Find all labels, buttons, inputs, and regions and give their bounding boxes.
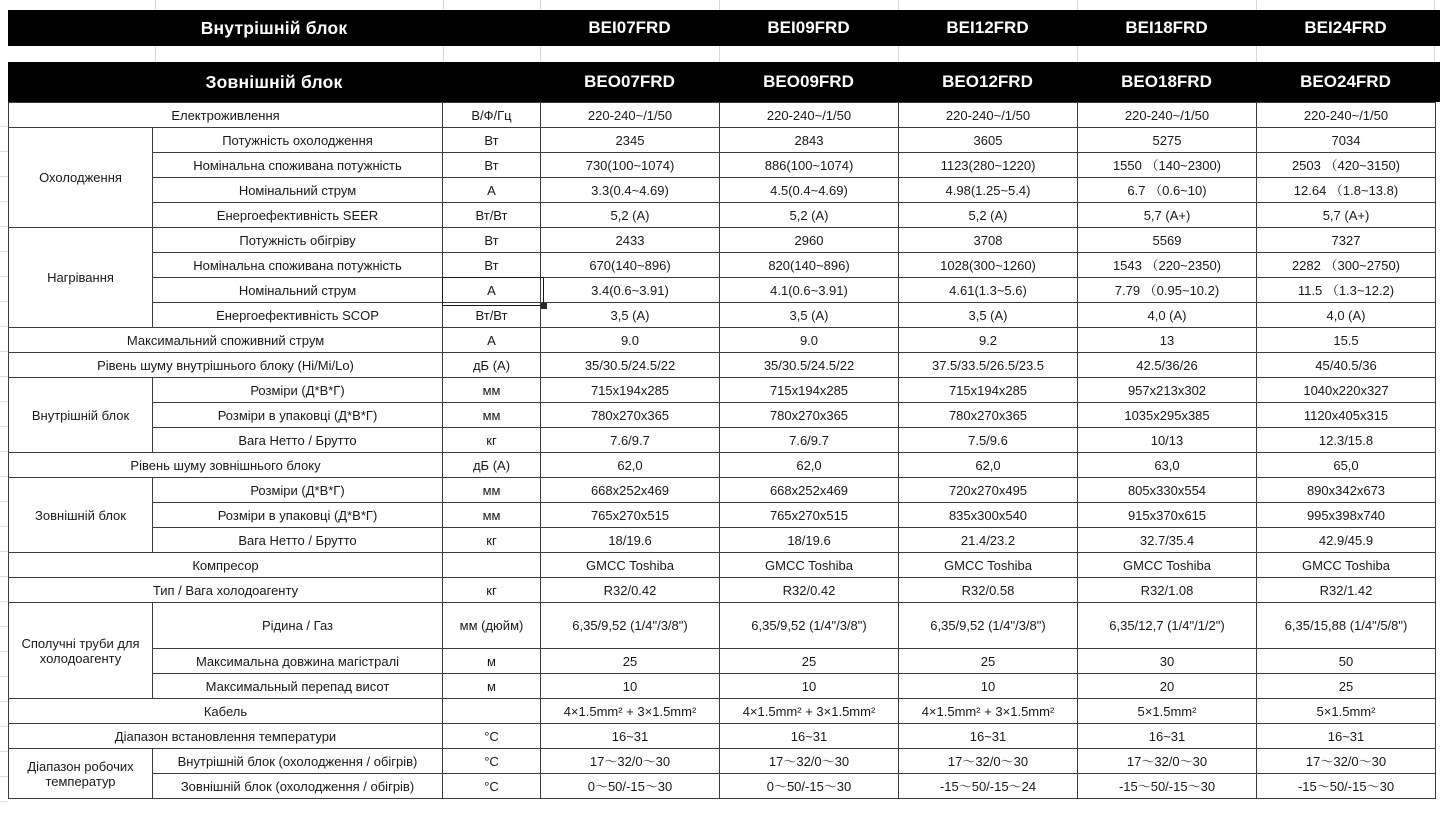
table-row [9, 724, 1436, 749]
model-header-BEO07FRD: BEO07FRD [584, 72, 675, 91]
spec-value-cell: 5,2 (A) [899, 203, 1078, 228]
table-row [9, 403, 1436, 428]
table-row [9, 749, 1436, 774]
spec-group-cell: Нагрівання [9, 228, 153, 328]
spec-sublabel-cell: Розміри в упаковці (Д*В*Г) [153, 403, 443, 428]
spec-value-cell: 50 [1257, 649, 1436, 674]
spec-value-cell: 13 [1078, 328, 1257, 353]
spec-value-cell: 25 [720, 649, 899, 674]
spec-value-cell: 0～50/-15～30 [541, 774, 720, 799]
spec-group-cell: Діапазон робочих температур [9, 749, 153, 799]
spec-value-cell: 715x194x285 [720, 378, 899, 403]
spec-value-cell: 3,5 (A) [899, 303, 1078, 328]
spec-value-cell: 16~31 [1257, 724, 1436, 749]
spec-label-cell: Тип / Вага холодоагенту [9, 578, 443, 603]
spec-unit-cell: дБ (А) [443, 453, 541, 478]
spec-value-cell: 1123(280~1220) [899, 153, 1078, 178]
outdoor-unit-header-label: Зовнішній блок [205, 71, 343, 92]
spec-value-cell: R32/1.42 [1257, 578, 1436, 603]
spec-unit-cell: °C [443, 749, 541, 774]
spec-value-cell: R32/0.58 [899, 578, 1078, 603]
spec-group-cell: Внутрішній блок [9, 378, 153, 453]
spec-unit-cell [443, 699, 541, 724]
spec-group-cell: Зовнішній блок [9, 478, 153, 553]
spec-unit-cell: м [443, 674, 541, 699]
spec-value-cell: 20 [1078, 674, 1257, 699]
spec-value-cell: 6,35/12,7 (1/4"/1/2") [1078, 603, 1257, 649]
spec-value-cell: 220-240~/1/50 [899, 103, 1078, 128]
spec-value-cell: 65,0 [1257, 453, 1436, 478]
spec-value-cell: 780x270x365 [541, 403, 720, 428]
spec-value-cell: 62,0 [541, 453, 720, 478]
model-header-BEI12FRD: BEI12FRD [946, 18, 1029, 37]
spec-sublabel-cell: Розміри (Д*В*Г) [153, 378, 443, 403]
spec-sublabel-cell: Рідина / Газ [153, 603, 443, 649]
spec-value-cell: 3,5 (A) [720, 303, 899, 328]
spec-unit-cell: Вт [443, 253, 541, 278]
spec-unit-cell: Вт/Вт [443, 303, 541, 328]
spec-sublabel-cell: Потужність охолодження [153, 128, 443, 153]
spec-sublabel-cell: Внутрішній блок (охолодження / обігрів) [153, 749, 443, 774]
table-row [9, 203, 1436, 228]
spec-value-cell: 670(140~896) [541, 253, 720, 278]
spec-unit-cell: мм (дюйм) [443, 603, 541, 649]
specifications-table [8, 102, 1436, 799]
spec-value-cell: 1543 （220~2350) [1078, 253, 1257, 278]
spec-value-cell: 668x252x469 [541, 478, 720, 503]
spec-sublabel-cell: Номінальна споживана потужність [153, 153, 443, 178]
table-row [9, 774, 1436, 799]
table-row [9, 328, 1436, 353]
spec-value-cell: 15.5 [1257, 328, 1436, 353]
spec-value-cell: 4.61(1.3~5.6) [899, 278, 1078, 303]
spec-value-cell: GMCC Toshiba [1257, 553, 1436, 578]
spec-label-cell: Діапазон встановлення температури [9, 724, 443, 749]
spec-value-cell: 9.0 [541, 328, 720, 353]
spec-value-cell: 6,35/9,52 (1/4"/3/8") [720, 603, 899, 649]
spec-value-cell: 957x213x302 [1078, 378, 1257, 403]
table-row [9, 453, 1436, 478]
spec-value-cell: 0～50/-15～30 [720, 774, 899, 799]
specifications-table-body [9, 103, 1436, 799]
spec-value-cell: 5,7 (A+) [1257, 203, 1436, 228]
spec-unit-cell: А [443, 178, 541, 203]
spec-value-cell: 5×1.5mm² [1078, 699, 1257, 724]
table-row [9, 649, 1436, 674]
spec-value-cell: 63,0 [1078, 453, 1257, 478]
spec-value-cell: 915x370x615 [1078, 503, 1257, 528]
spec-label-cell: Рівень шуму внутрішнього блоку (Hi/Mi/Lo) [9, 353, 443, 378]
spec-value-cell: 2843 [720, 128, 899, 153]
spec-unit-cell: кг [443, 528, 541, 553]
spec-sublabel-cell: Максимальна довжина магістралі [153, 649, 443, 674]
spec-label-cell: Рівень шуму зовнішнього блоку [9, 453, 443, 478]
spec-unit-cell: кг [443, 578, 541, 603]
spec-value-cell: 4.98(1.25~5.4) [899, 178, 1078, 203]
spec-value-cell: 10/13 [1078, 428, 1257, 453]
table-row [9, 128, 1436, 153]
spec-unit-cell: Вт/Вт [443, 203, 541, 228]
table-row [9, 603, 1436, 649]
spec-value-cell: 42.9/45.9 [1257, 528, 1436, 553]
spec-group-cell: Охолодження [9, 128, 153, 228]
spec-sublabel-cell: Розміри (Д*В*Г) [153, 478, 443, 503]
spec-value-cell: 886(100~1074) [720, 153, 899, 178]
table-row [9, 503, 1436, 528]
spec-value-cell: 7327 [1257, 228, 1436, 253]
table-row [9, 578, 1436, 603]
spec-value-cell: 3708 [899, 228, 1078, 253]
spec-value-cell: 35/30.5/24.5/22 [541, 353, 720, 378]
spec-value-cell: R32/0.42 [720, 578, 899, 603]
spec-value-cell: 17～32/0～30 [899, 749, 1078, 774]
spec-value-cell: 7.5/9.6 [899, 428, 1078, 453]
spec-value-cell: 7.79 （0.95~10.2) [1078, 278, 1257, 303]
spec-value-cell: 1035x295x385 [1078, 403, 1257, 428]
spec-value-cell: -15～50/-15～30 [1078, 774, 1257, 799]
spec-value-cell: 16~31 [1078, 724, 1257, 749]
spec-value-cell: 5275 [1078, 128, 1257, 153]
spec-value-cell: R32/0.42 [541, 578, 720, 603]
spec-value-cell: 715x194x285 [541, 378, 720, 403]
spec-value-cell: 17～32/0～30 [1257, 749, 1436, 774]
spec-value-cell: GMCC Toshiba [541, 553, 720, 578]
spec-unit-cell: Вт [443, 153, 541, 178]
spec-value-cell: GMCC Toshiba [899, 553, 1078, 578]
spec-value-cell: 16~31 [899, 724, 1078, 749]
spec-unit-cell: мм [443, 503, 541, 528]
spec-value-cell: 730(100~1074) [541, 153, 720, 178]
spec-value-cell: 4×1.5mm² + 3×1.5mm² [899, 699, 1078, 724]
spec-sublabel-cell: Енергоефективність SEER [153, 203, 443, 228]
spec-value-cell: 3.4(0.6~3.91) [541, 278, 720, 303]
spec-value-cell: 4.5(0.4~4.69) [720, 178, 899, 203]
spec-value-cell: 765x270x515 [720, 503, 899, 528]
spec-value-cell: 220-240~/1/50 [541, 103, 720, 128]
outdoor-unit-header-bar [8, 62, 1440, 102]
spec-label-cell: Компресор [9, 553, 443, 578]
spec-value-cell: 995x398x740 [1257, 503, 1436, 528]
spec-value-cell: 5,7 (A+) [1078, 203, 1257, 228]
spec-value-cell: 10 [899, 674, 1078, 699]
spec-value-cell: 780x270x365 [899, 403, 1078, 428]
spec-value-cell: 5569 [1078, 228, 1257, 253]
spec-value-cell: 3.3(0.4~4.69) [541, 178, 720, 203]
spec-value-cell: 17～32/0～30 [541, 749, 720, 774]
spec-unit-cell: м [443, 649, 541, 674]
spec-value-cell: 890x342x673 [1257, 478, 1436, 503]
table-row [9, 478, 1436, 503]
spec-value-cell: 6,35/15,88 (1/4"/5/8") [1257, 603, 1436, 649]
spec-sublabel-cell: Номінальний струм [153, 178, 443, 203]
spec-value-cell: 18/19.6 [720, 528, 899, 553]
spec-value-cell: 6.7 （0.6~10) [1078, 178, 1257, 203]
spec-value-cell: -15～50/-15～24 [899, 774, 1078, 799]
spec-value-cell: 25 [899, 649, 1078, 674]
model-header-BEO18FRD: BEO18FRD [1121, 72, 1212, 91]
spec-value-cell: 1028(300~1260) [899, 253, 1078, 278]
spec-value-cell: 3605 [899, 128, 1078, 153]
indoor-unit-header-bar [8, 10, 1440, 46]
model-header-BEI09FRD: BEI09FRD [767, 18, 850, 37]
spec-value-cell: 668x252x469 [720, 478, 899, 503]
spec-value-cell: 35/30.5/24.5/22 [720, 353, 899, 378]
spec-value-cell: 10 [720, 674, 899, 699]
spec-value-cell: 2345 [541, 128, 720, 153]
spec-value-cell: 220-240~/1/50 [1078, 103, 1257, 128]
spec-value-cell: 25 [1257, 674, 1436, 699]
spec-value-cell: 32.7/35.4 [1078, 528, 1257, 553]
spec-value-cell: 780x270x365 [720, 403, 899, 428]
spec-value-cell: 62,0 [720, 453, 899, 478]
table-row [9, 378, 1436, 403]
spec-value-cell: 42.5/36/26 [1078, 353, 1257, 378]
spec-value-cell: 18/19.6 [541, 528, 720, 553]
spec-value-cell: 5,2 (A) [541, 203, 720, 228]
model-header-BEO09FRD: BEO09FRD [763, 72, 854, 91]
table-row [9, 353, 1436, 378]
spec-value-cell: 37.5/33.5/26.5/23.5 [899, 353, 1078, 378]
indoor-model-headers [540, 18, 1435, 38]
spec-value-cell: 1550 （140~2300) [1078, 153, 1257, 178]
spec-value-cell: 720x270x495 [899, 478, 1078, 503]
spec-value-cell: 9.2 [899, 328, 1078, 353]
spec-unit-cell: мм [443, 378, 541, 403]
table-row [9, 553, 1436, 578]
spec-value-cell: 16~31 [541, 724, 720, 749]
header-gap-gridlines [8, 46, 1435, 62]
spec-value-cell: 17～32/0～30 [720, 749, 899, 774]
spec-value-cell: 17～32/0～30 [1078, 749, 1257, 774]
table-row [9, 528, 1436, 553]
spec-sublabel-cell: Вага Нетто / Брутто [153, 428, 443, 453]
spec-value-cell: 4,0 (A) [1257, 303, 1436, 328]
table-row [9, 178, 1436, 203]
spec-unit-cell: °C [443, 774, 541, 799]
spec-value-cell: 765x270x515 [541, 503, 720, 528]
spec-value-cell: 7034 [1257, 128, 1436, 153]
spec-sublabel-cell: Максимальный перепад висот [153, 674, 443, 699]
spec-value-cell: GMCC Toshiba [720, 553, 899, 578]
spec-value-cell: 5,2 (A) [720, 203, 899, 228]
table-row [9, 278, 1436, 303]
spec-value-cell: 4×1.5mm² + 3×1.5mm² [541, 699, 720, 724]
spec-label-cell: Електроживлення [9, 103, 443, 128]
spec-label-cell: Максимальний споживний струм [9, 328, 443, 353]
spec-value-cell: 2433 [541, 228, 720, 253]
spec-value-cell: R32/1.08 [1078, 578, 1257, 603]
table-row [9, 103, 1436, 128]
spec-unit-cell: А [443, 278, 541, 303]
spec-sublabel-cell: Номінальний струм [153, 278, 443, 303]
spec-value-cell: 21.4/23.2 [899, 528, 1078, 553]
spec-value-cell: 2503 （420~3150) [1257, 153, 1436, 178]
spec-unit-cell: В/Ф/Гц [443, 103, 541, 128]
table-row [9, 253, 1436, 278]
top-margin-gridlines [8, 0, 1435, 10]
spec-value-cell: 3,5 (A) [541, 303, 720, 328]
spec-value-cell: 2282 （300~2750) [1257, 253, 1436, 278]
spec-unit-cell: Вт [443, 228, 541, 253]
spec-unit-cell: дБ (А) [443, 353, 541, 378]
spec-value-cell: 835x300x540 [899, 503, 1078, 528]
spec-value-cell: 220-240~/1/50 [720, 103, 899, 128]
spec-value-cell: 6,35/9,52 (1/4"/3/8") [899, 603, 1078, 649]
outdoor-model-headers [540, 72, 1435, 92]
spec-unit-cell: Вт [443, 128, 541, 153]
spec-value-cell: 1040x220x327 [1257, 378, 1436, 403]
spec-value-cell: 7.6/9.7 [541, 428, 720, 453]
spec-unit-cell [443, 553, 541, 578]
spec-value-cell: 1120x405x315 [1257, 403, 1436, 428]
spec-value-cell: -15～50/-15～30 [1257, 774, 1436, 799]
spec-sublabel-cell: Енергоефективність SCOP [153, 303, 443, 328]
table-row [9, 228, 1436, 253]
left-margin-gridlines [0, 102, 8, 802]
spec-value-cell: 16~31 [720, 724, 899, 749]
spec-unit-cell: кг [443, 428, 541, 453]
spec-value-cell: 4,0 (A) [1078, 303, 1257, 328]
spec-sublabel-cell: Розміри в упаковці (Д*В*Г) [153, 503, 443, 528]
spec-value-cell: 30 [1078, 649, 1257, 674]
model-header-BEO12FRD: BEO12FRD [942, 72, 1033, 91]
spec-value-cell: 6,35/9,52 (1/4"/3/8") [541, 603, 720, 649]
spec-value-cell: 715x194x285 [899, 378, 1078, 403]
spec-value-cell: 4.1(0.6~3.91) [720, 278, 899, 303]
spec-group-cell: Сполучні труби для холодоагенту [9, 603, 153, 699]
spec-value-cell: 10 [541, 674, 720, 699]
spec-unit-cell: °C [443, 724, 541, 749]
table-row [9, 153, 1436, 178]
spec-value-cell: 45/40.5/36 [1257, 353, 1436, 378]
spec-value-cell: 7.6/9.7 [720, 428, 899, 453]
spec-unit-cell: мм [443, 403, 541, 428]
indoor-unit-header-label: Внутрішній блок [200, 17, 348, 38]
spec-value-cell: GMCC Toshiba [1078, 553, 1257, 578]
spec-value-cell: 820(140~896) [720, 253, 899, 278]
spec-value-cell: 9.0 [720, 328, 899, 353]
spec-unit-cell: мм [443, 478, 541, 503]
spec-value-cell: 805x330x554 [1078, 478, 1257, 503]
table-row [9, 674, 1436, 699]
table-row [9, 699, 1436, 724]
spec-value-cell: 25 [541, 649, 720, 674]
spec-value-cell: 12.3/15.8 [1257, 428, 1436, 453]
spec-value-cell: 12.64 （1.8~13.8) [1257, 178, 1436, 203]
spec-value-cell: 2960 [720, 228, 899, 253]
spec-value-cell: 5×1.5mm² [1257, 699, 1436, 724]
model-header-BEI07FRD: BEI07FRD [588, 18, 671, 37]
spec-value-cell: 11.5 （1.3~12.2) [1257, 278, 1436, 303]
spec-sublabel-cell: Номінальна споживана потужність [153, 253, 443, 278]
spec-unit-cell: А [443, 328, 541, 353]
spec-sublabel-cell: Потужність обігріву [153, 228, 443, 253]
model-header-BEO24FRD: BEO24FRD [1300, 72, 1391, 91]
spec-sublabel-cell: Вага Нетто / Брутто [153, 528, 443, 553]
spec-label-cell: Кабель [9, 699, 443, 724]
model-header-BEI18FRD: BEI18FRD [1125, 18, 1208, 37]
spec-sublabel-cell: Зовнішній блок (охолодження / обігрів) [153, 774, 443, 799]
model-header-BEI24FRD: BEI24FRD [1304, 18, 1387, 37]
table-row [9, 428, 1436, 453]
spec-value-cell: 62,0 [899, 453, 1078, 478]
spec-value-cell: 4×1.5mm² + 3×1.5mm² [720, 699, 899, 724]
spec-value-cell: 220-240~/1/50 [1257, 103, 1436, 128]
table-row [9, 303, 1436, 328]
